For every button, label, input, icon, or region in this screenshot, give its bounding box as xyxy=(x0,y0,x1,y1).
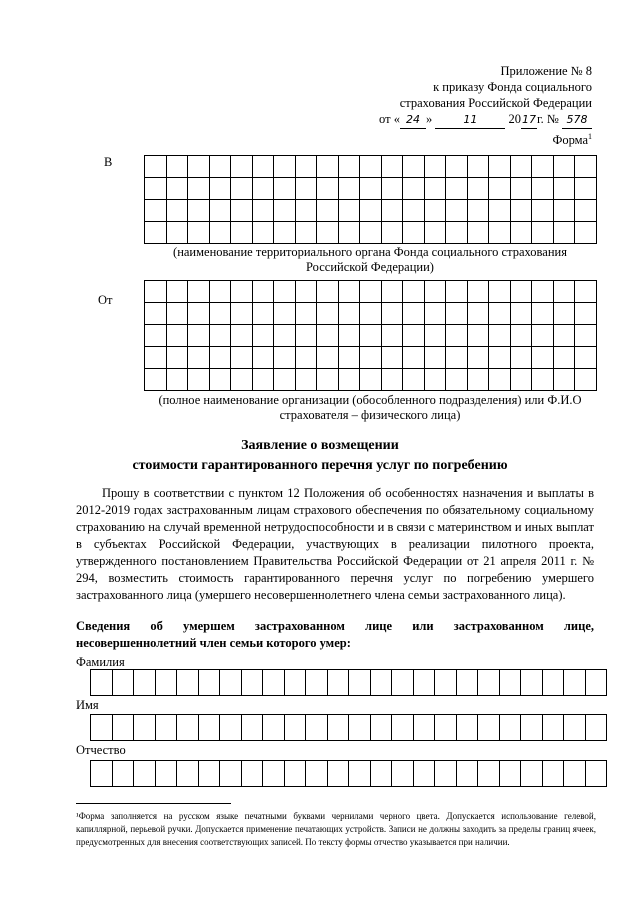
letter-cell[interactable] xyxy=(145,281,167,303)
letter-cell[interactable] xyxy=(274,325,296,347)
letter-cell[interactable] xyxy=(382,281,404,303)
letter-cell[interactable] xyxy=(134,761,156,787)
letter-cell[interactable] xyxy=(296,156,318,178)
letter-cell[interactable] xyxy=(253,222,275,244)
letter-cell[interactable] xyxy=(188,222,210,244)
letter-cell[interactable] xyxy=(575,222,597,244)
letter-cell[interactable] xyxy=(532,178,554,200)
letter-cell[interactable] xyxy=(210,178,232,200)
letter-cell[interactable] xyxy=(414,761,436,787)
letter-cell[interactable] xyxy=(468,325,490,347)
letter-cell[interactable] xyxy=(274,156,296,178)
letter-cell[interactable] xyxy=(564,670,586,696)
letter-cell[interactable] xyxy=(414,670,436,696)
letter-cell[interactable] xyxy=(113,670,135,696)
letter-cell[interactable] xyxy=(468,200,490,222)
letter-cell[interactable] xyxy=(188,347,210,369)
letter-cell[interactable] xyxy=(317,369,339,391)
letter-cell[interactable] xyxy=(285,761,307,787)
letter-cell[interactable] xyxy=(468,303,490,325)
letter-cell[interactable] xyxy=(91,715,113,741)
letter-cell[interactable] xyxy=(554,325,576,347)
letter-cell[interactable] xyxy=(349,670,371,696)
letter-cell[interactable] xyxy=(586,715,608,741)
letter-cell[interactable] xyxy=(339,281,361,303)
letter-cell[interactable] xyxy=(586,670,608,696)
letter-cell[interactable] xyxy=(403,325,425,347)
letter-cell[interactable] xyxy=(382,156,404,178)
letter-cell[interactable] xyxy=(425,303,447,325)
to-label: В xyxy=(104,155,113,169)
letter-cell[interactable] xyxy=(360,222,382,244)
letter-cell[interactable] xyxy=(575,200,597,222)
letter-cell[interactable] xyxy=(296,200,318,222)
letter-cell[interactable] xyxy=(500,715,522,741)
letter-cell[interactable] xyxy=(188,156,210,178)
letter-cell[interactable] xyxy=(328,761,350,787)
letter-cell[interactable] xyxy=(435,761,457,787)
letter-cell[interactable] xyxy=(532,369,554,391)
letter-cell[interactable] xyxy=(188,281,210,303)
letter-cell[interactable] xyxy=(210,222,232,244)
sender-caption: (полное наименование организации (обособленного подразделения) или Ф.И.О страхователя – физического лица) xyxy=(158,393,582,422)
letter-cell[interactable] xyxy=(145,156,167,178)
letter-cell[interactable] xyxy=(468,347,490,369)
letter-cell[interactable] xyxy=(156,761,178,787)
letter-cell[interactable] xyxy=(511,281,533,303)
letter-cell[interactable] xyxy=(177,670,199,696)
patronymic-label: Отчество xyxy=(76,743,126,757)
letter-cell[interactable] xyxy=(349,761,371,787)
letter-cell[interactable] xyxy=(360,347,382,369)
letter-cell[interactable] xyxy=(188,178,210,200)
letter-cell[interactable] xyxy=(210,303,232,325)
letter-cell[interactable] xyxy=(425,222,447,244)
letter-cell[interactable] xyxy=(543,761,565,787)
appendix-number: Приложение № 8 xyxy=(500,64,592,78)
letter-cell[interactable] xyxy=(360,156,382,178)
letter-cell[interactable] xyxy=(511,347,533,369)
document-title: Заявление о возмещении стоимости гарантированного перечня услуг по погребению xyxy=(132,438,508,473)
footnote-divider xyxy=(76,803,231,804)
sender-grid[interactable] xyxy=(144,280,597,391)
letter-cell[interactable] xyxy=(521,670,543,696)
letter-cell[interactable] xyxy=(554,156,576,178)
letter-cell[interactable] xyxy=(511,200,533,222)
letter-cell[interactable] xyxy=(382,222,404,244)
letter-cell[interactable] xyxy=(414,715,436,741)
letter-cell[interactable] xyxy=(231,156,253,178)
letter-cell[interactable] xyxy=(253,178,275,200)
letter-cell[interactable] xyxy=(167,303,189,325)
letter-cell[interactable] xyxy=(317,222,339,244)
letter-cell[interactable] xyxy=(403,222,425,244)
letter-cell[interactable] xyxy=(231,369,253,391)
letter-cell[interactable] xyxy=(468,156,490,178)
letter-cell[interactable] xyxy=(274,222,296,244)
request-paragraph: Прошу в соответствии с пунктом 12 Положения об особенностях назначения и выплаты в 2012-2019 годах застрахованным лицам страхового обеспечения по обязательному социальному страхованию на случай временной нетрудоспособности и в связи с материнством и иных выплат в субъектах Российской Федерации, участвующих в реализации пилотного проекта, утвержденного постановлением Правительства Российской Федерации от 21 апреля 2011 г. № 294, возместить стоимость гарантированного перечня услуг по погребению умершего застрахованного лица (умершего несовершеннолетнего члена семьи застрахованного лица). xyxy=(76,486,594,602)
letter-cell[interactable] xyxy=(167,200,189,222)
order-date-month: 11 xyxy=(435,112,505,129)
letter-cell[interactable] xyxy=(253,303,275,325)
letter-cell[interactable] xyxy=(296,325,318,347)
letter-cell[interactable] xyxy=(360,303,382,325)
letter-cell[interactable] xyxy=(575,156,597,178)
letter-cell[interactable] xyxy=(339,178,361,200)
letter-cell[interactable] xyxy=(554,303,576,325)
letter-cell[interactable] xyxy=(371,761,393,787)
letter-cell[interactable] xyxy=(489,178,511,200)
letter-cell[interactable] xyxy=(478,761,500,787)
letter-cell[interactable] xyxy=(403,200,425,222)
letter-cell[interactable] xyxy=(296,178,318,200)
letter-cell[interactable] xyxy=(382,325,404,347)
letter-cell[interactable] xyxy=(371,715,393,741)
letter-cell[interactable] xyxy=(274,369,296,391)
name-field[interactable] xyxy=(90,714,607,741)
letter-cell[interactable] xyxy=(328,670,350,696)
letter-cell[interactable] xyxy=(446,325,468,347)
letter-cell[interactable] xyxy=(188,325,210,347)
letter-cell[interactable] xyxy=(263,670,285,696)
letter-cell[interactable] xyxy=(296,347,318,369)
letter-cell[interactable] xyxy=(564,715,586,741)
letter-cell[interactable] xyxy=(113,761,135,787)
letter-cell[interactable] xyxy=(156,715,178,741)
letter-cell[interactable] xyxy=(199,715,221,741)
letter-cell[interactable] xyxy=(360,281,382,303)
letter-cell[interactable] xyxy=(339,200,361,222)
footnote: ¹Форма заполняется на русском языке печатными буквами чернилами черного цвета. Допускается использование гелевой, капиллярной, перьевой ручки. Допускается применение печатающих устройств. Записи не должны заходить за пределы границ ячеек, предусмотренных для внесения соответствующих записей. По тексту формы отчество указывается при наличии. xyxy=(76,811,596,847)
letter-cell[interactable] xyxy=(532,347,554,369)
letter-cell[interactable] xyxy=(210,156,232,178)
order-date-year: 17 xyxy=(521,112,537,129)
letter-cell[interactable] xyxy=(575,347,597,369)
letter-cell[interactable] xyxy=(177,715,199,741)
letter-cell[interactable] xyxy=(296,369,318,391)
letter-cell[interactable] xyxy=(296,281,318,303)
letter-cell[interactable] xyxy=(554,200,576,222)
letter-cell[interactable] xyxy=(532,200,554,222)
letter-cell[interactable] xyxy=(210,347,232,369)
letter-cell[interactable] xyxy=(586,761,608,787)
order-issuer: страхования Российской Федерации xyxy=(399,96,592,110)
deceased-heading: Сведения об умершем застрахованном лице или застрахованном лице, несовершеннолетний член семьи которого умер: xyxy=(76,619,594,650)
letter-cell[interactable] xyxy=(199,670,221,696)
letter-cell[interactable] xyxy=(188,369,210,391)
letter-cell[interactable] xyxy=(446,369,468,391)
letter-cell[interactable] xyxy=(446,347,468,369)
name-label: Имя xyxy=(76,698,99,712)
letter-cell[interactable] xyxy=(575,325,597,347)
letter-cell[interactable] xyxy=(210,369,232,391)
letter-cell[interactable] xyxy=(446,281,468,303)
letter-cell[interactable] xyxy=(263,715,285,741)
letter-cell[interactable] xyxy=(339,369,361,391)
appendix-header xyxy=(379,63,592,148)
surname-label: Фамилия xyxy=(76,655,125,669)
letter-cell[interactable] xyxy=(274,281,296,303)
letter-cell[interactable] xyxy=(532,325,554,347)
letter-cell[interactable] xyxy=(306,761,328,787)
letter-cell[interactable] xyxy=(253,156,275,178)
letter-cell[interactable] xyxy=(575,369,597,391)
letter-cell[interactable] xyxy=(478,715,500,741)
letter-cell[interactable] xyxy=(382,178,404,200)
letter-cell[interactable] xyxy=(543,670,565,696)
letter-cell[interactable] xyxy=(425,156,447,178)
letter-cell[interactable] xyxy=(317,303,339,325)
letter-cell[interactable] xyxy=(317,281,339,303)
from-label: От xyxy=(98,293,113,307)
order-date-day: 24 xyxy=(400,112,426,129)
letter-cell[interactable] xyxy=(134,670,156,696)
letter-cell[interactable] xyxy=(167,178,189,200)
letter-cell[interactable] xyxy=(113,715,135,741)
letter-cell[interactable] xyxy=(468,281,490,303)
letter-cell[interactable] xyxy=(242,761,264,787)
letter-cell[interactable] xyxy=(382,303,404,325)
order-number: 578 xyxy=(562,112,592,129)
letter-cell[interactable] xyxy=(231,325,253,347)
letter-cell[interactable] xyxy=(296,222,318,244)
letter-cell[interactable] xyxy=(457,715,479,741)
letter-cell[interactable] xyxy=(306,715,328,741)
letter-cell[interactable] xyxy=(360,325,382,347)
letter-cell[interactable] xyxy=(263,761,285,787)
letter-cell[interactable] xyxy=(403,178,425,200)
letter-cell[interactable] xyxy=(242,670,264,696)
letter-cell[interactable] xyxy=(371,670,393,696)
letter-cell[interactable] xyxy=(575,178,597,200)
letter-cell[interactable] xyxy=(317,347,339,369)
letter-cell[interactable] xyxy=(403,281,425,303)
letter-cell[interactable] xyxy=(392,670,414,696)
letter-cell[interactable] xyxy=(339,325,361,347)
letter-cell[interactable] xyxy=(231,200,253,222)
letter-cell[interactable] xyxy=(167,347,189,369)
letter-cell[interactable] xyxy=(489,325,511,347)
letter-cell[interactable] xyxy=(242,715,264,741)
letter-cell[interactable] xyxy=(403,156,425,178)
letter-cell[interactable] xyxy=(489,369,511,391)
letter-cell[interactable] xyxy=(306,670,328,696)
letter-cell[interactable] xyxy=(382,369,404,391)
letter-cell[interactable] xyxy=(382,347,404,369)
letter-cell[interactable] xyxy=(575,303,597,325)
letter-cell[interactable] xyxy=(296,303,318,325)
letter-cell[interactable] xyxy=(532,281,554,303)
letter-cell[interactable] xyxy=(564,761,586,787)
letter-cell[interactable] xyxy=(274,178,296,200)
letter-cell[interactable] xyxy=(360,178,382,200)
letter-cell[interactable] xyxy=(231,222,253,244)
letter-cell[interactable] xyxy=(468,369,490,391)
letter-cell[interactable] xyxy=(231,303,253,325)
letter-cell[interactable] xyxy=(199,761,221,787)
letter-cell[interactable] xyxy=(156,670,178,696)
letter-cell[interactable] xyxy=(554,178,576,200)
letter-cell[interactable] xyxy=(521,715,543,741)
letter-cell[interactable] xyxy=(349,715,371,741)
letter-cell[interactable] xyxy=(489,200,511,222)
letter-cell[interactable] xyxy=(532,303,554,325)
letter-cell[interactable] xyxy=(435,715,457,741)
letter-cell[interactable] xyxy=(543,715,565,741)
letter-cell[interactable] xyxy=(446,178,468,200)
letter-cell[interactable] xyxy=(285,670,307,696)
letter-cell[interactable] xyxy=(500,670,522,696)
letter-cell[interactable] xyxy=(478,670,500,696)
letter-cell[interactable] xyxy=(134,715,156,741)
letter-cell[interactable] xyxy=(446,222,468,244)
letter-cell[interactable] xyxy=(167,369,189,391)
letter-cell[interactable] xyxy=(231,347,253,369)
letter-cell[interactable] xyxy=(210,325,232,347)
letter-cell[interactable] xyxy=(425,369,447,391)
letter-cell[interactable] xyxy=(339,347,361,369)
letter-cell[interactable] xyxy=(220,670,242,696)
letter-cell[interactable] xyxy=(457,670,479,696)
letter-cell[interactable] xyxy=(145,347,167,369)
letter-cell[interactable] xyxy=(489,281,511,303)
letter-cell[interactable] xyxy=(403,303,425,325)
letter-cell[interactable] xyxy=(145,222,167,244)
letter-cell[interactable] xyxy=(274,347,296,369)
letter-cell[interactable] xyxy=(328,715,350,741)
patronymic-field[interactable] xyxy=(90,760,607,787)
letter-cell[interactable] xyxy=(253,281,275,303)
letter-cell[interactable] xyxy=(253,200,275,222)
letter-cell[interactable] xyxy=(145,325,167,347)
letter-cell[interactable] xyxy=(425,200,447,222)
letter-cell[interactable] xyxy=(511,303,533,325)
letter-cell[interactable] xyxy=(210,200,232,222)
letter-cell[interactable] xyxy=(145,369,167,391)
letter-cell[interactable] xyxy=(167,156,189,178)
recipient-grid[interactable] xyxy=(144,155,597,244)
letter-cell[interactable] xyxy=(339,303,361,325)
letter-cell[interactable] xyxy=(274,303,296,325)
letter-cell[interactable] xyxy=(220,761,242,787)
letter-cell[interactable] xyxy=(446,200,468,222)
letter-cell[interactable] xyxy=(231,281,253,303)
letter-cell[interactable] xyxy=(167,222,189,244)
letter-cell[interactable] xyxy=(339,156,361,178)
letter-cell[interactable] xyxy=(575,281,597,303)
letter-cell[interactable] xyxy=(231,178,253,200)
letter-cell[interactable] xyxy=(554,369,576,391)
letter-cell[interactable] xyxy=(425,347,447,369)
letter-cell[interactable] xyxy=(532,222,554,244)
letter-cell[interactable] xyxy=(468,222,490,244)
letter-cell[interactable] xyxy=(511,369,533,391)
surname-field[interactable] xyxy=(90,669,607,696)
letter-cell[interactable] xyxy=(446,156,468,178)
letter-cell[interactable] xyxy=(274,200,296,222)
letter-cell[interactable] xyxy=(532,156,554,178)
letter-cell[interactable] xyxy=(167,281,189,303)
letter-cell[interactable] xyxy=(188,303,210,325)
letter-cell[interactable] xyxy=(511,222,533,244)
letter-cell[interactable] xyxy=(317,178,339,200)
letter-cell[interactable] xyxy=(188,200,210,222)
letter-cell[interactable] xyxy=(360,369,382,391)
letter-cell[interactable] xyxy=(253,325,275,347)
letter-cell[interactable] xyxy=(554,222,576,244)
letter-cell[interactable] xyxy=(167,325,189,347)
letter-cell[interactable] xyxy=(253,369,275,391)
letter-cell[interactable] xyxy=(468,178,490,200)
letter-cell[interactable] xyxy=(425,178,447,200)
letter-cell[interactable] xyxy=(489,303,511,325)
letter-cell[interactable] xyxy=(360,200,382,222)
letter-cell[interactable] xyxy=(91,761,113,787)
letter-cell[interactable] xyxy=(91,670,113,696)
letter-cell[interactable] xyxy=(457,761,479,787)
letter-cell[interactable] xyxy=(521,761,543,787)
letter-cell[interactable] xyxy=(317,156,339,178)
letter-cell[interactable] xyxy=(554,347,576,369)
order-reference: к приказу Фонда социального xyxy=(433,80,592,94)
letter-cell[interactable] xyxy=(511,156,533,178)
letter-cell[interactable] xyxy=(489,156,511,178)
letter-cell[interactable] xyxy=(489,222,511,244)
letter-cell[interactable] xyxy=(145,303,167,325)
recipient-caption: (наименование территориального органа Фонда социального страхования Российской Федерации) xyxy=(173,245,567,274)
letter-cell[interactable] xyxy=(317,200,339,222)
letter-cell[interactable] xyxy=(554,281,576,303)
order-date-line: от « 24 » 11 2017г. № 578 xyxy=(379,111,592,129)
letter-cell[interactable] xyxy=(392,761,414,787)
letter-cell[interactable] xyxy=(446,303,468,325)
letter-cell[interactable] xyxy=(425,325,447,347)
letter-cell[interactable] xyxy=(317,325,339,347)
letter-cell[interactable] xyxy=(403,347,425,369)
letter-cell[interactable] xyxy=(489,347,511,369)
form-label: Форма$^1$ xyxy=(552,132,592,148)
letter-cell[interactable] xyxy=(145,200,167,222)
letter-cell[interactable] xyxy=(210,281,232,303)
letter-cell[interactable] xyxy=(145,178,167,200)
letter-cell[interactable] xyxy=(382,200,404,222)
letter-cell[interactable] xyxy=(511,178,533,200)
letter-cell[interactable] xyxy=(435,670,457,696)
letter-cell[interactable] xyxy=(392,715,414,741)
letter-cell[interactable] xyxy=(339,222,361,244)
letter-cell[interactable] xyxy=(285,715,307,741)
letter-cell[interactable] xyxy=(177,761,199,787)
letter-cell[interactable] xyxy=(403,369,425,391)
letter-cell[interactable] xyxy=(220,715,242,741)
letter-cell[interactable] xyxy=(425,281,447,303)
letter-cell[interactable] xyxy=(511,325,533,347)
letter-cell[interactable] xyxy=(253,347,275,369)
letter-cell[interactable] xyxy=(500,761,522,787)
